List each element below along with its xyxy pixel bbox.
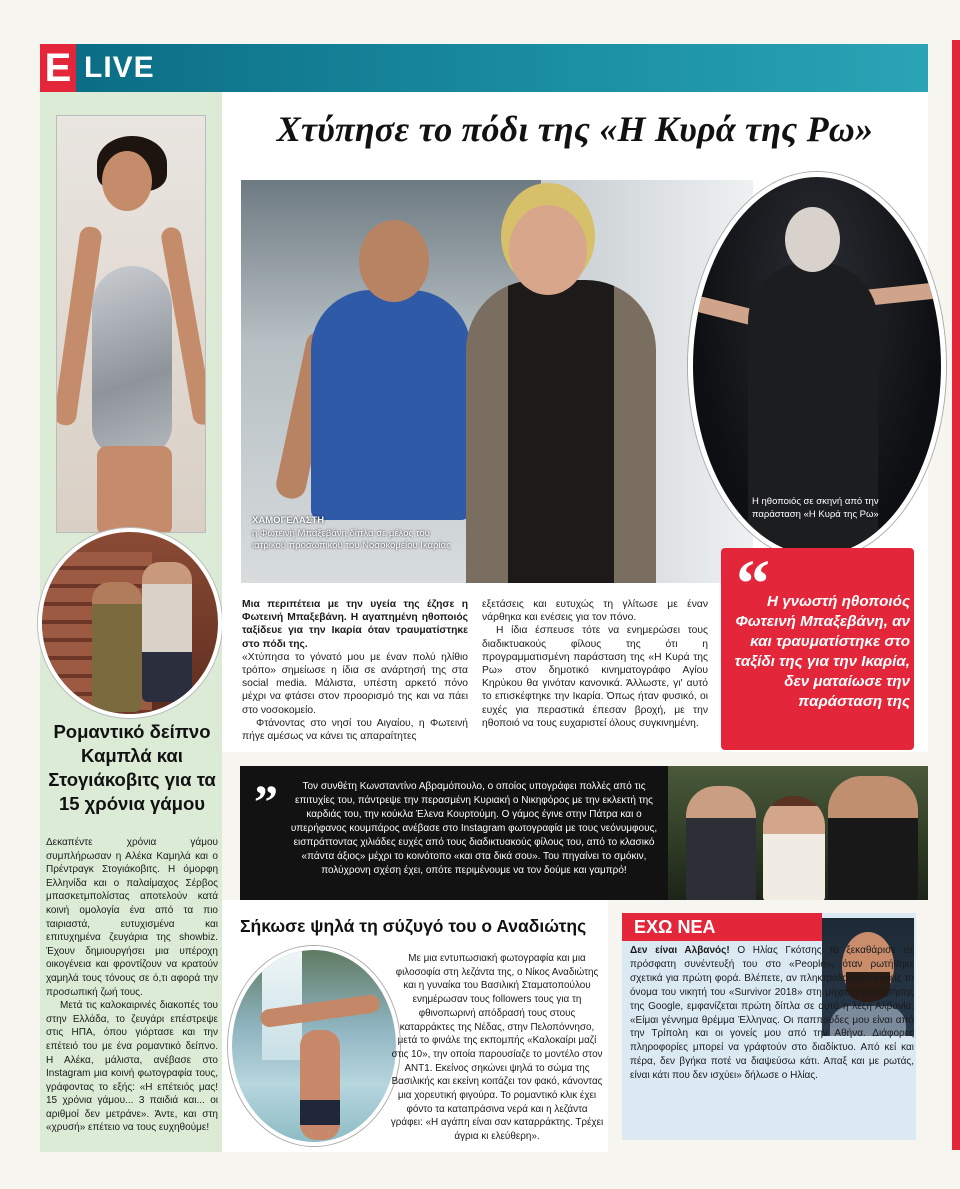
main-photo-caption	[252, 515, 462, 553]
article-paragraph: Φτάνοντας στο νησί του Αιγαίου, η Φωτεινή πήγε αμέσως να κάνει τις απαραίτητες	[242, 717, 468, 743]
article-paragraph: εξετάσεις και ευτυχώς τη γλίτωσε με έναν νάρθηκα και ενέσεις για τον πόνο.	[482, 599, 708, 624]
section-header-bar	[40, 44, 928, 92]
article-lead: Μια περιπέτεια με την υγεία της έζησε η Φωτεινή Μπαξεβάνη. Η αγαπημένη ηθοποιός ταξίδευε για την Ικαρία όταν τραυματίστηκε στο πόδι της.	[242, 599, 468, 650]
sidebar-body	[46, 836, 218, 1135]
article-paragraph: «Χτύπησα το γόνατό μου με έναν πολύ ηλίθιο τρόπο» σημείωσε η ίδια σε ανάρτησή της στα social media. Μάλιστα, υπέστη αρκετό πόνο μέχρι να φτάσει στον προορισμό της και να πάει στο νοσοκομείο.	[242, 651, 468, 716]
wedding-story-text: Τον συνθέτη Κωνσταντίνο Αβραμόπουλο, ο οποίος υπογράφει πολλές από τις επιτυχίες του, πάντρεψε την περασμένη Κυριακή ο Νικηφόρος με την εκλεκτή της καρδιάς του, την κούκλα Έλενα Κουρτούμη. Ο γάμος έγινε στην Πάτρα και ο υπερήφανος κουμπάρος ανέβασε στο Instagram φωτογραφία με τους νεόνυμφους, εισπράττοντας χιλιάδες ευχές από τους διαδικτυακούς φίλους του, από το κλασικό «πάντα άξιος» μέχρι το κοινότοπο «και στα δικά σου». Του πηγαίνει το σμόκιν, πολύχρονη σχέση έχει, οπότε περιμένουμε να τον δούμε και γαμπρό!	[290, 781, 658, 876]
sidebar-paragraph: Δεκαπέντε χρόνια γάμου συμπλήρωσαν η Αλέκα Καμηλά και ο Πρέντραγκ Στογιάκοβιτς. Η όμορφη Ελληνίδα και ο παλαίμαχος Σέρβος μπασκετμπολίστας αποτελούν κατά κοινή ομολογία ένα από τα πιο ταιριαστά, ευτυχισμένα και επιτυχημένα ζευγάρια της showbiz. Έχουν δημιουργήσει μια υπέροχη οικογένεια και φροντίζουν να κρατούν χαμηλά τους τόνους σε ό,τι αφορά την προσωπική ζωή τους.	[46, 837, 218, 998]
news-box-heading: ΕΧΩ ΝΕΑ	[622, 913, 822, 941]
waterfall-photo	[228, 946, 400, 1146]
sidebar-paragraph: Μετά τις καλοκαιρινές διακοπές του στην Ελλάδα, το ζευγάρι επέστρεψε στις ΗΠΑ, όπου γιόρτασε και την επέτειό του με ένα ρομαντικό δείπνο. Η Αλέκα, μάλιστα, ανέβασε στο Instagram μια κοινή φωτογραφία τους, γράφοντας το εξής: «Η επέτειός μας! 15 χρόνια γάμου... 3 παιδιά και... οι αριθμοί δεν μετράνε». Άντε, και στη «χρυσή» επέτειο να τους ευχηθούμε!	[46, 1000, 218, 1134]
article-paragraph: Η ίδια έσπευσε τότε να ενημερώσει τους διαδικτυακούς φίλους της ότι η προγραμματισμένη παράσταση της «Η Κυρά της Ρω» στον δημοτικό κινηματογράφο Αγίου Κηρύκου θα γινόταν κανονικά. Άλλωστε, γι' αυτό το επισκέφτηκε την Ικαρία. Όπως ήταν φυσικό, οι ευχές για περαστικά έπεσαν βροχή, με την ηθοποιό να τους ευχαριστεί όλους συγκινημένη.	[482, 625, 708, 729]
news-box-text	[630, 944, 914, 1083]
wedding-photo	[668, 766, 928, 900]
main-headline: Χτύπησε το πόδι της «Η Κυρά της Ρω»	[276, 109, 874, 149]
article-column-1	[242, 598, 468, 743]
yoga-story-text: Με μια εντυπωσιακή φωτογραφία και μια φιλοσοφία στη λεζάντα της, ο Νίκος Αναδιώτης και η γυναίκα του Βασιλική Σταματοπούλου ενημέρωσαν τους followers τους για τη φθινοπωρινή απόδρασή τους στους καταρράκτες της Νέδας, στην Πελοπόννησο, μετά το φινάλε της εκπομπής «Καλοκαίρι μαζί στις 10», την οποία παρουσίαζε το μοντέλο στον ΑΝΤ1. Εκείνος σηκώνει ψηλά το σώμα της Βασιλικής και εκείνη κοιτάζει τον φακό, κάνοντας μια χορευτική φιγούρα. Το ρομαντικό κλικ έχει φόντο τα καταπράσινα νερά και η λεζάντα γράφει: «Η αγάπη είναι σαν καταρράκτης. Τρέχει άγρια κι ελεύθερη».	[390, 953, 604, 1143]
news-body: Ο Ηλίας Γκότσης το ξεκαθάρισε σε πρόσφατη συνέντευξή του στο «People», όταν ρωτήθηκε σχετικά για πρώτη φορά. Βλέπετε, αν πληκτρολογήσει κανείς το όνομα του νικητή του «Survivor 2018» στη μηχανή αναζήτησης της Google, εμφανίζεται πρώτη δίπλα σε αυτό η λέξη Αλβανία. «Είμαι γέννημα θρέμμα Έλληνας. Οι παππούδες μου είναι από την Τρίπολη και οι γονείς μου από την Αθήνα. Διάφορες πληροφορίες μπορεί να γράφτούν στο διαδίκτυο. Από κεί και πέρα, δεν βγήκα ποτέ να διαψεύσω κάτι. Απαξ και με ρωτάς, είναι κάτι που δεν ισχύει» δήλωσε ο Ηλίας.	[630, 945, 914, 1082]
quote-mark-icon: ”	[254, 776, 278, 829]
quote-mark-icon: “	[736, 545, 770, 621]
news-lead: Δεν είναι Αλβανός!	[630, 945, 730, 956]
caption-title: ΧΑΜΟΓΕΛΑΣΤΗ	[252, 515, 325, 526]
yoga-story-headline: Σήκωσε ψηλά τη σύζυγό του ο Αναδιώτης	[240, 916, 587, 936]
article-column-2	[482, 598, 708, 730]
section-label: LIVE	[84, 51, 155, 84]
sidebar-headline: Ρομαντικό δείπνο Καμπλά και Στογιάκοβιτς για τα 15 χρόνια γάμου	[48, 721, 216, 814]
couple-stairs-photo	[38, 528, 222, 718]
swimsuit-photo	[56, 115, 206, 533]
caption-text: η Φωτεινή Μπαξεβάνη δίπλα σε μέλος του ιατρικού προσωπικού του Νοσοκομείου Ικαρίας	[252, 527, 451, 551]
stage-photo-caption: Η ηθοποιός σε σκηνή από την παράσταση «Η Κυρά της Ρω»	[752, 496, 879, 520]
page-edge-stripe	[952, 40, 960, 1150]
magazine-logo: E	[40, 44, 76, 92]
pull-quote-text: Η γνωστή ηθοποιός Φωτεινή Μπαξεβάνη, αν και τραυματίστηκε στο ταξίδι της για την Ικαρία, δεν ματαίωσε την παράσταση της	[734, 593, 910, 710]
